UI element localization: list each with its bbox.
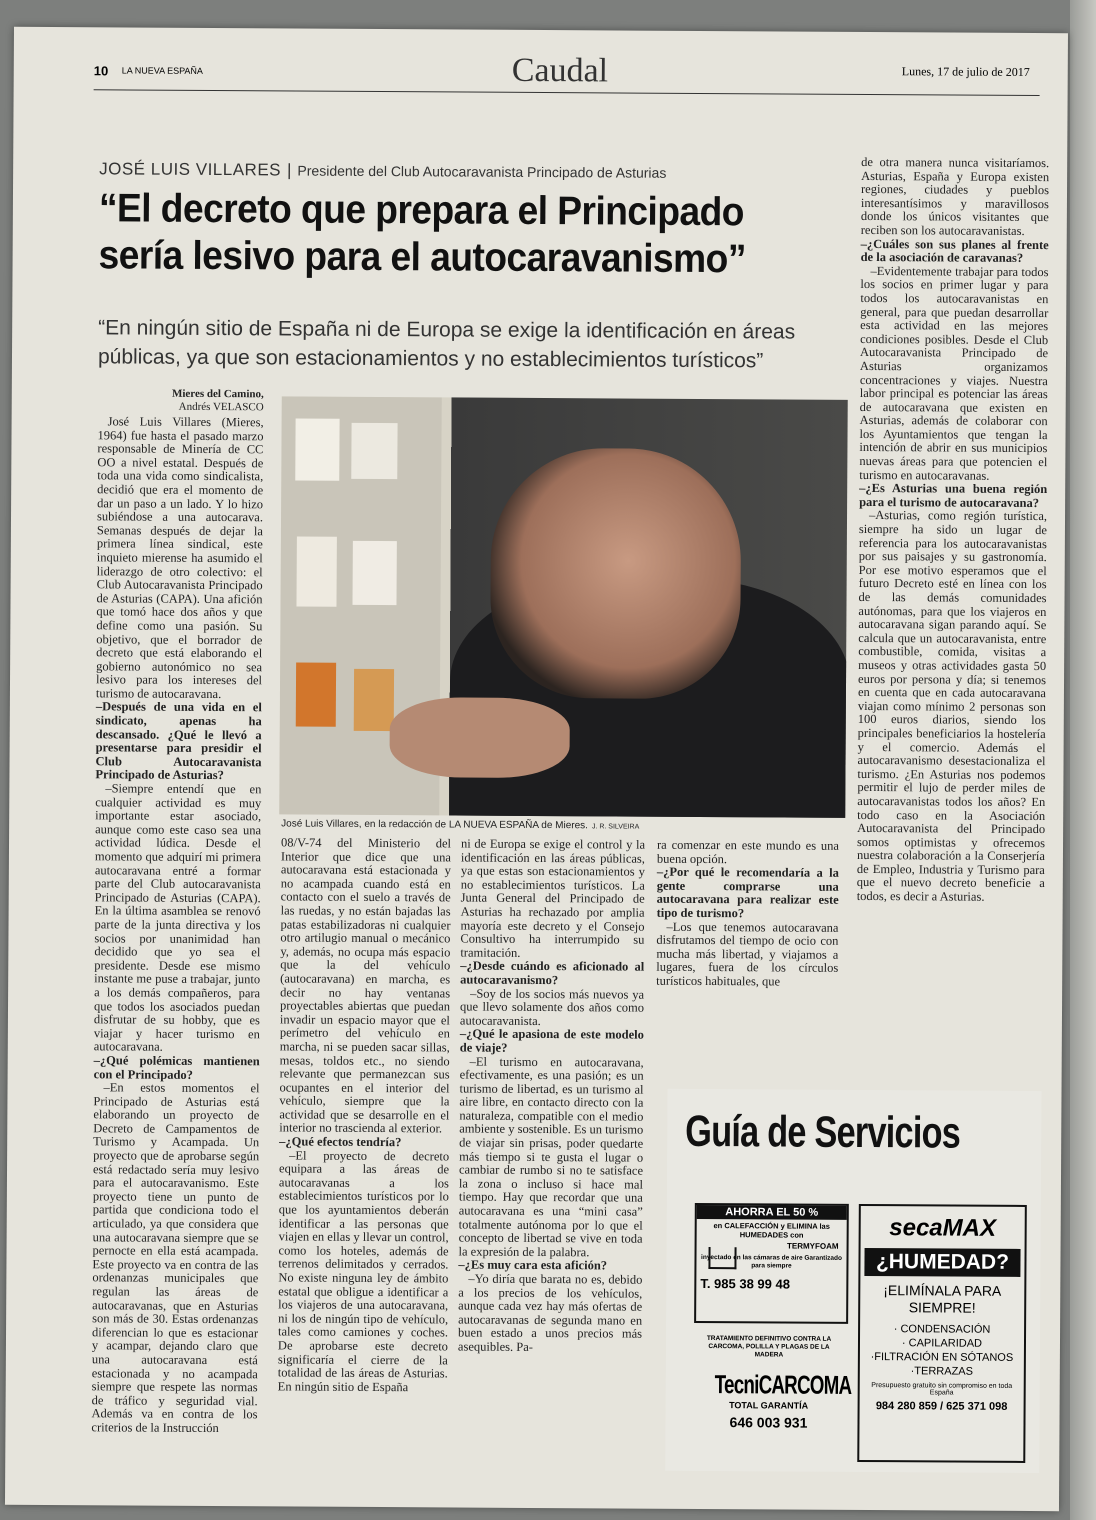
tecnicarcoma-tag: TOTAL GARANTÍA (729, 1400, 809, 1411)
byline-author: Andrés VELASCO (178, 400, 264, 414)
issue-date: Lunes, 17 de julio de 2017 (901, 64, 1030, 79)
interviewee-name: JOSÉ LUIS VILLARES (99, 159, 282, 180)
photo-caption (281, 818, 639, 831)
page-edge (1070, 0, 1096, 1520)
newspaper-page (5, 27, 1068, 1511)
tecnicarcoma-line1: TRATAMIENTO DEFINITIVO CONTRA LA CARCOMA, POLILLA Y PLAGAS DE LA MADERA (706, 1335, 832, 1359)
termyfoam-headline: AHORRA EL 50 % (697, 1205, 847, 1220)
headline: “El decreto que prepara el Principado sería lesivo para el autocaravanismo” (98, 186, 746, 282)
pinned-paper (295, 419, 339, 481)
pinned-poster (354, 669, 394, 731)
secamax-sub: ¡ELIMÍNALA PARA SIEMPRE! (883, 1282, 1002, 1316)
interviewee-role: Presidente del Club Autocaravanista Principado de Asturias (297, 162, 667, 181)
termyfoam-brand: TERMYFOAM (786, 1241, 839, 1251)
page-number: 10 (93, 63, 109, 79)
paragraph: –Yo diría que barata no es, debido a los precios de los vehículos, aunque cada vez hay más ofertas de autocaravanas de segunda mano en buen estado a unos precios más asequibles. Pa- (457, 1271, 643, 1354)
tecnicarcoma-brand: TecniCARCOMA (714, 1369, 852, 1400)
article-column-2 (278, 836, 451, 1394)
caption-text: José Luis Villares, en la redacción de LA NUEVA ESPAÑA de Mieres. (281, 818, 589, 832)
paragraph: de otra manera nunca visitaríamos. Asturias, España y Europa existen regiones, ciudades y pueblos interesantísimos y maravillosos donde los únicos visitantes que reciben son los autocaravanistas. (860, 154, 1050, 238)
article-column-1 (91, 387, 263, 1436)
photo-credit: J. R. SILVEIRA (591, 823, 640, 831)
tecnicarcoma-phone: 646 003 931 (729, 1414, 808, 1431)
secamax-headline: ¿HUMEDAD? (864, 1248, 1020, 1277)
secamax-list (860, 1322, 1024, 1379)
question: –¿Por qué le recomendaría a la gente comprarse una autocaravana para realizar este tipo de turismo? (656, 864, 839, 921)
pinned-paper (296, 537, 336, 607)
secamax-note: Presupuesto gratuito sin compromiso en toda España (871, 1382, 1013, 1397)
interview-photo (279, 396, 848, 817)
secamax-brand: secaMAX (889, 1214, 997, 1242)
question: –¿Es muy cara esta afición? (458, 1257, 608, 1273)
question: –¿Es Asturias una buena región para el turismo de autocaravana? (859, 481, 1048, 510)
pinned-paper (352, 541, 396, 605)
termyfoam-line1: en CALEFACCIÓN y ELIMINA las HUMEDADES con (713, 1221, 830, 1240)
paragraph: –El proyecto de decreto equipara a las áreas de autocaravanas a los establecimientos turísticos por lo que los ayuntamientos deberán identificar a las personas que viajen en ellas y llevar un control, como los hoteles, además de terrenos delimitados y cerrados. No existe ninguna ley de ámbito estatal que obligue a identificar a los viajeros de una autocaravana, ni los de ningún tipo de vehículo, tales como camiones y coches. De aprobarse este decreto significaría el cierre de la totalidad de las áreas de Asturias. En ningún sitio de España (277, 1148, 450, 1394)
paragraph: –Los que tenemos autocaravana disfrutamos del tiempo de ocio con mucha más libertad, y viajamos a lugares, fuera de los círculos turísticos habituales, que (656, 919, 839, 989)
byline (98, 387, 264, 414)
house-icon (708, 1247, 736, 1269)
article-column-5 (857, 156, 1050, 905)
paragraph: ra comenzar en este mundo es una buena opción. (656, 837, 840, 866)
termyfoam-line2: inyectado en las cámaras de aire Garantizado para siempre (701, 1254, 842, 1270)
publication-name: LA NUEVA ESPAÑA (121, 65, 203, 76)
question: –¿Qué le apasiona de este modelo de viaje? (459, 1026, 644, 1055)
secamax-item: ·TERRAZAS (910, 1365, 974, 1378)
paragraph: –El turismo en autocaravana, efectivamente, es una pasión; es un turismo de libertad, es un turismo al aire libre, en contacto directo con la naturaleza, compatible con el medio ambiente y sostenible. Es un turismo de viajar sin prisas, poder quedarte más tiempo si te gusta el lugar o cambiar de rumbo si no te satisface la zona o incluso si hace mal tiempo. Hay que recordar que una autocaravana es una “mini casa” totalmente autónoma por lo que el concepto de libertad se vive en toda la expresión de la palabra. (458, 1054, 644, 1260)
paragraph: José Luis Villares (Mieres, 1964) fue hasta el pasado marzo responsable de Minería de CC OO a nivel estatal. Después de toda una vida como sindicalista, decidió que era el momento de dar un paso a un lado. Y lo hizo subiéndose a una autocarava. Semanas después de dejar la primera línea sindical, este inquieto mierense ha asumido el liderazgo de otro colectivo: el Club Autocaravanista Principado de Asturias (CAPA). Una afición que tomó hace dos años y que define como una pasión. Su objetivo, que el borrador de decreto que está elaborando el gobierno autonómico no sea lesivo para los intereses del turismo de autocaravana. (95, 414, 264, 701)
section-title: Caudal (511, 51, 609, 90)
subject-head (490, 448, 742, 700)
kicker-separator: | (286, 160, 292, 180)
paragraph: 08/V-74 del Ministerio del Interior que dice que una autocaravana está estacionada y no acampada cuando está en contacto con el suelo a través de las ruedas, y no están bajadas las patas estabilizadoras ni cualquier otro artilugio manual o mecánico y, además, no ocupa más espacio que la del vehículo (autocaravana) en marcha, es decir no hay ventanas proyectables abiertas que puedan invadir un espacio mayor que el perímetro del vehículo en marcha, ni se pueden sacar sillas, mesas, toldos etc., no siendo relevante que permanezcan sus ocupantes en el interior del vehículo, siempre que la actividad que se desarrolle en el interior no trascienda al exterior. (279, 835, 452, 1136)
question: –¿Desde cuándo es aficionado al autocaravanismo? (460, 958, 645, 988)
secamax-item: · CAPILARIDAD (901, 1337, 983, 1350)
question: –¿Qué efectos tendría? (279, 1134, 402, 1150)
tecnicarcoma-ad (693, 1335, 852, 1460)
services-guide-title: Guía de Servicios (685, 1106, 961, 1158)
question: –¿Qué polémicas mantienen con el Principado? (93, 1053, 260, 1082)
paragraph: –Soy de los socios más nuevos ya que llevo solamente dos años como autocaravanista. (459, 986, 645, 1028)
page-header (94, 51, 1040, 96)
secamax-ad (857, 1204, 1027, 1463)
services-guide-ad (665, 1089, 1041, 1473)
secamax-item: ·FILTRACIÓN EN SÓTANOS (870, 1351, 1014, 1364)
question: –¿Cuáles son sus planes al frente de la asociación de caravanas? (860, 236, 1049, 266)
paragraph: –Evidentemente trabajar para todos los socios en primer lugar y para todos los autocaravanistas en general, para que puedan desarrollar esta actividad en las mejores condiciones posibles. Desde el Club Autocaravanista Principado de Asturias organizamos concentraciones y viajes. Nuestra labor principal es potenciar las áreas de autocaravana que existen en Asturias, además de colaborar con los Ayuntamientos que tengan la intención de abrir en sus municipios nuevas áreas para que potencien el turismo en autocaravanas. (859, 263, 1049, 483)
article-column-4 (656, 839, 839, 990)
paragraph: ni de Europa se exige el control y la identificación en las áreas públicas, ya que estas son estacionamientos y no establecimientos turísticos. La Junta General del Principado de Asturias ha rechazado por amplia mayoría este decreto y el Consejo Consultivo ha interrumpido su tramitación. (460, 836, 646, 960)
secamax-item: · CONDENSACIÓN (893, 1323, 991, 1336)
interviewee-kicker (99, 159, 879, 186)
article-column-3 (458, 838, 645, 1356)
paragraph: –Asturias, como región turística, siempre ha sido un lugar de referencia para los autocaravanistas por sus paisajes y su gastronomía. Por ese motivo esperamos que el futuro Decreto esté en línea con los de las demás comunidades autónomas, para que los viajeros en autocaravana sigan parando aquí. Se calcula que un autocaravanista, entre combustible, comida, visitas a museos y otras actividades gasta 50 euros por persona y día; si tenemos en cuenta que en cada autocaravana viajan como mínimo 2 personas son 100 euros diarios, siendo los principales beneficiarios la hostelería y el comercio. Además el autocaravanismo desestacionaliza el turismo. ¿En Asturias nos podemos permitir el lujo de perder miles de autocaravanistas todos los años? En todo caso en la Asociación Autocaravanista del Principado somos optimistas y ofrecemos nuestra colaboración a la Conserjería de Empleo, Industria y Turismo para que el nuevo decreto beneficie a todos, es decir a Asturias. (856, 508, 1048, 904)
byline-place: Mieres del Camino, (171, 387, 264, 401)
pinned-paper (351, 423, 397, 479)
termyfoam-ad (694, 1203, 849, 1324)
secamax-phones: 984 280 859 / 625 371 098 (875, 1400, 1008, 1413)
subject-hands (389, 697, 569, 778)
deck-quote: “En ningún sitio de España ni de Europa se exige la identificación en áreas públicas, ya que son estacionamientos y no establecimientos turísticos” (97, 316, 796, 373)
termyfoam-phone: T. 985 38 99 48 (700, 1275, 791, 1292)
paragraph: –En estos momentos el Principado de Asturias está elaborando un proyecto de Decreto de Campamentos de Turismo y Acampada. Un proyecto que de aprobarse según está redactado sería muy lesivo para el autocaravanismo. Este proyecto tiene un punto de partida que condiciona todo el articulado, ya que considera que una autocaravana siempre que se pernocte en ella está acampada. Este proyecto va en contra de las ordenanzas municipales que regulan las áreas de autocaravanas, que en Asturias son más de 30. Estas ordenanzas diferencian lo que es estacionar y acampar, dejando claro que una autocaravana está estacionada y no acampada siempre que respete las normas de tráfico y seguridad vial. Además va en contra de los criterios de la Instrucción (91, 1080, 260, 1435)
paragraph: –Siempre entendí que en cualquier actividad es muy importante estar asociado, aunque como este caso sea una actividad lúdica. Desde el momento que adquirí mi primera autocaravana entré a formar parte del Club autocaravanista Principado de Asturias (CAPA). En la última asamblea se renovó parte de la junta directiva y los socios por unanimidad han decidido que yo sea el presidente. Desde ese mismo instante me puse a trabajar, junto a los demás compañeros, para que todos los asociados puedan disfrutar de su hobby, que es viajar y hacer turismo en autocaravana. (93, 781, 262, 1055)
pinned-poster (296, 663, 336, 727)
question: –Después de una vida en el sindicato, apenas ha descansado. ¿Qué le llevó a presentarse para presidir el Club Autocaravanista Principado de Asturias? (95, 699, 262, 783)
